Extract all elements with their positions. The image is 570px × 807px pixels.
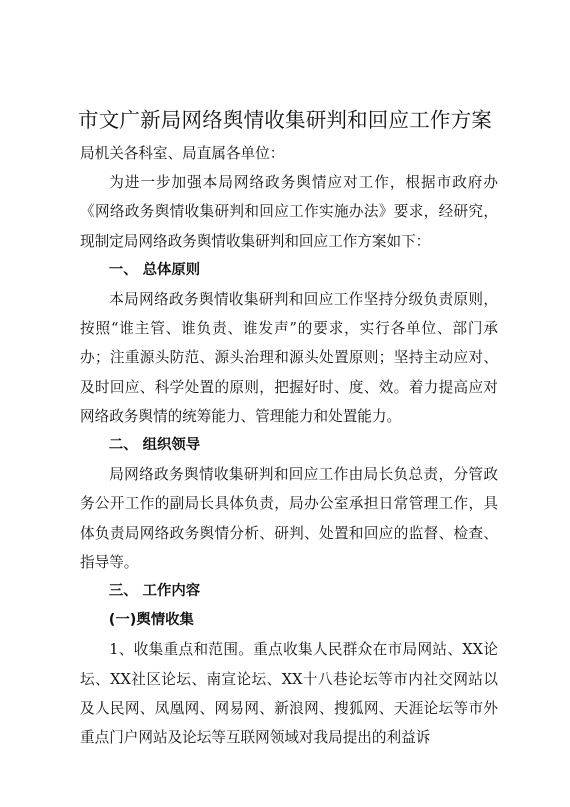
section-heading-work-content: 三、 工作内容 — [108, 583, 201, 600]
document-body — [80, 139, 498, 752]
section-heading-organization: 二、 组织领导 — [108, 437, 201, 454]
intro-paragraph: 为进一步加强本局网络政务舆情应对工作，根据市政府办《网络政务舆情收集研判和回应工作实施办法》要求，经研究，现制定局网络政务舆情收集研判和回应工作方案如下： — [80, 174, 498, 250]
section-heading-principles: 一、 总体原则 — [108, 261, 201, 278]
section-text-organization: 局网络政务舆情收集研判和回应工作由局长负总责，分管政务公开工作的副局长具体负责，局办公室承担日常管理工作，具体负责局网络政务舆情分析、研判、处置和回应的监督、检查、指导等。 — [80, 466, 498, 571]
salutation: 局机关各科室、局直属各单位： — [80, 145, 285, 162]
subsection-heading-collection: (一)舆情收集 — [108, 612, 194, 629]
document-title: 市文广新局网络舆情收集研判和回应工作方案 — [78, 108, 492, 132]
section-text-collection: 1、收集重点和范围。重点收集人民群众在市局网站、XX论坛、XX社区论坛、南宣论坛、XX十八巷论坛等市内社交网站以及人民网、凤凰网、网易网、新浪网、搜狐网、天涯论坛等市外重点门户网站及论坛等互联网领域对我局提出的利益诉 — [80, 641, 498, 747]
section-text-principles: 本局网络政务舆情收集研判和回应工作坚持分级负责原则，按照“谁主管、谁负责、谁发声”的要求，实行各单位、部门承办；注重源头防范、源头治理和源头处置原则；坚持主动应对、及时回应、科学处置的原则，把握好时、度、效。着力提高应对网络政务舆情的统筹能力、管理能力和处置能力。 — [80, 291, 498, 425]
